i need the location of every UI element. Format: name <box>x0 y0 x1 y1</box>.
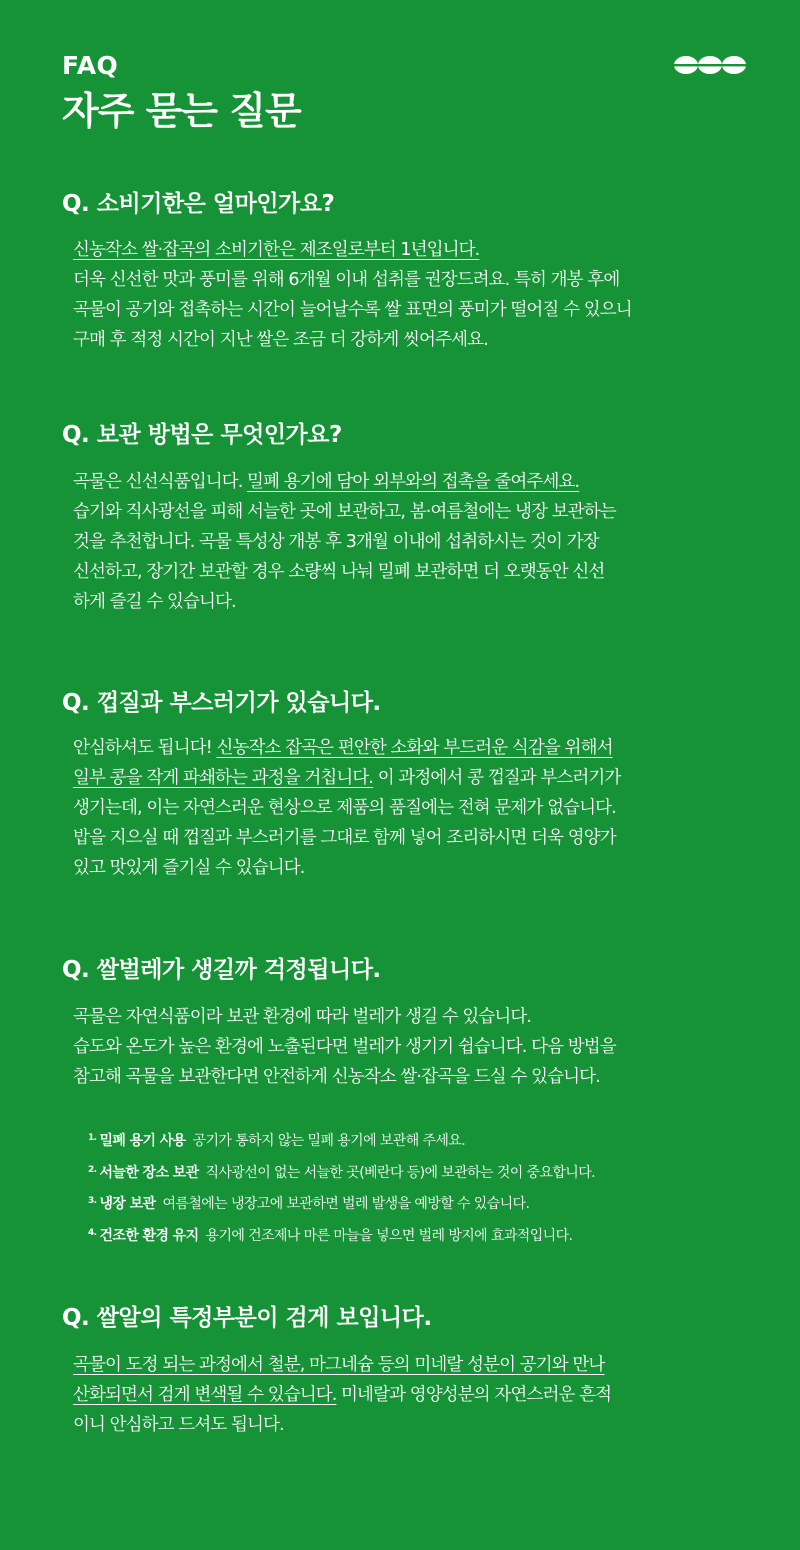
answer-line: 참고해 곡물을 보관한다면 안전하게 신농작소 쌀·잡곡을 드실 수 있습니다. <box>73 1067 600 1087</box>
answer-line: 곡물은 자연식품이라 보관 환경에 따라 벌레가 생길 수 있습니다. <box>73 1007 532 1027</box>
answer-highlight: 신농작소 쌀·잡곡의 소비기한은 제조일로부터 1년입니다. <box>73 240 480 260</box>
tip-item <box>88 1155 738 1187</box>
faq-label: FAQ <box>62 51 119 80</box>
page-header <box>62 50 301 136</box>
answer-line <box>73 235 733 265</box>
answer-line: 있고 맛있게 즐기실 수 있습니다. <box>73 858 305 878</box>
faq-answer <box>73 467 733 617</box>
faq-answer <box>73 733 733 883</box>
tip-item <box>88 1123 738 1155</box>
tip-item <box>88 1218 738 1250</box>
answer-highlight: 밀폐 용기에 담아 외부와의 접촉을 줄여주세요. <box>247 472 580 492</box>
tip-number: 2. <box>88 1164 97 1175</box>
answer-line: 안심하셔도 됩니다! 신농작소 잡곡은 편안한 소화와 부드러운 식감을 위해서 <box>73 738 613 758</box>
answer-line: 산화되면서 검게 변색될 수 있습니다. 미네랄과 영양성분의 자연스러운 흔적 <box>73 1385 612 1405</box>
faq-question: Q. 보관 방법은 무엇인가요? <box>62 422 342 448</box>
answer-line: 곡물은 신선식품입니다. 밀폐 용기에 담아 외부와의 접촉을 줄여주세요. <box>73 472 580 492</box>
tip-number: 1. <box>88 1133 97 1143</box>
answer-line: 습기와 직사광선을 피해 서늘한 곳에 보관하고, 봄·여름철에는 냉장 보관하는 <box>73 502 616 522</box>
answer-line: 밥을 지으실 때 껍질과 부스러기를 그대로 함께 넣어 조리하시면 더욱 영양가 <box>73 828 616 848</box>
faq-question: Q. 쌀알의 특정부분이 검게 보입니다. <box>62 1305 432 1331</box>
faq-question: Q. 껍질과 부스러기가 있습니다. <box>62 690 381 716</box>
answer-line <box>73 1350 733 1380</box>
tip-number: 4. <box>88 1227 97 1238</box>
answer-line: 일부 콩을 작게 파쇄하는 과정을 거칩니다. 이 과정에서 콩 껍질과 부스러기가 <box>73 768 621 788</box>
answer-line: 것을 추천합니다. 곡물 특성상 개봉 후 3개월 이내에 섭취하시는 것이 가장 <box>73 532 599 552</box>
tip-number: 3. <box>88 1196 97 1206</box>
faq-answer <box>73 235 733 355</box>
tip-item <box>88 1186 738 1218</box>
answer-line: 생기는데, 이는 자연스러운 현상으로 제품의 품질에는 전혀 문제가 없습니다. <box>73 798 616 818</box>
tip-text: 여름철에는 냉장고에 보관하면 벌레 발생을 예방할 수 있습니다. <box>162 1196 530 1212</box>
faq-question: Q. 소비기한은 얼마인가요? <box>62 191 335 217</box>
tip-name: 냉장 보관 <box>99 1196 156 1212</box>
answer-highlight: 신농작소 잡곡은 편안한 소화와 부드러운 식감을 위해서 <box>216 738 613 758</box>
tips-list <box>88 1123 738 1249</box>
answer-line: 곡물이 공기와 접촉하는 시간이 늘어날수록 쌀 표면의 풍미가 떨어질 수 있으니 <box>73 300 632 320</box>
faq-question: Q. 쌀벌레가 생길까 걱정됩니다. <box>62 957 381 983</box>
tip-name: 밀폐 용기 사용 <box>99 1133 186 1149</box>
answer-line: 구매 후 적정 시간이 지난 쌀은 조금 더 강하게 씻어주세요. <box>73 330 488 350</box>
tip-text: 직사광선이 없는 서늘한 곳(베란다 등)에 보관하는 것이 중요합니다. <box>205 1164 595 1181</box>
answer-line: 더욱 신선한 맛과 풍미를 위해 6개월 이내 섭취를 권장드려요. 특히 개봉 후에 <box>73 270 620 290</box>
answer-line: 신선하고, 장기간 보관할 경우 소량씩 나눠 밀폐 보관하면 더 오랫동안 신선 <box>73 562 605 582</box>
tip-name: 건조한 환경 유지 <box>99 1227 199 1244</box>
answer-highlight: 일부 콩을 작게 파쇄하는 과정을 거칩니다. <box>73 768 374 788</box>
answer-line: 하게 즐길 수 있습니다. <box>73 592 236 612</box>
answer-highlight: 산화되면서 검게 변색될 수 있습니다. <box>73 1385 337 1405</box>
page-title: 자주 묻는 질문 <box>62 89 301 133</box>
tip-text: 공기가 통하지 않는 밀폐 용기에 보관해 주세요. <box>192 1133 466 1149</box>
faq-answer <box>73 1002 733 1092</box>
tip-name: 서늘한 장소 보관 <box>99 1164 199 1181</box>
answer-line: 이니 안심하고 드셔도 됩니다. <box>73 1415 284 1435</box>
brand-logo-icon <box>674 55 746 75</box>
tip-text: 용기에 건조제나 마른 마늘을 넣으면 벌레 방지에 효과적입니다. <box>205 1227 573 1244</box>
faq-answer <box>73 1350 733 1440</box>
answer-highlight: 곡물이 도정 되는 과정에서 철분, 마그네슘 등의 미네랄 성분이 공기와 만나 <box>73 1355 605 1375</box>
answer-line: 습도와 온도가 높은 환경에 노출된다면 벌레가 생기기 쉽습니다. 다음 방법을 <box>73 1037 616 1057</box>
